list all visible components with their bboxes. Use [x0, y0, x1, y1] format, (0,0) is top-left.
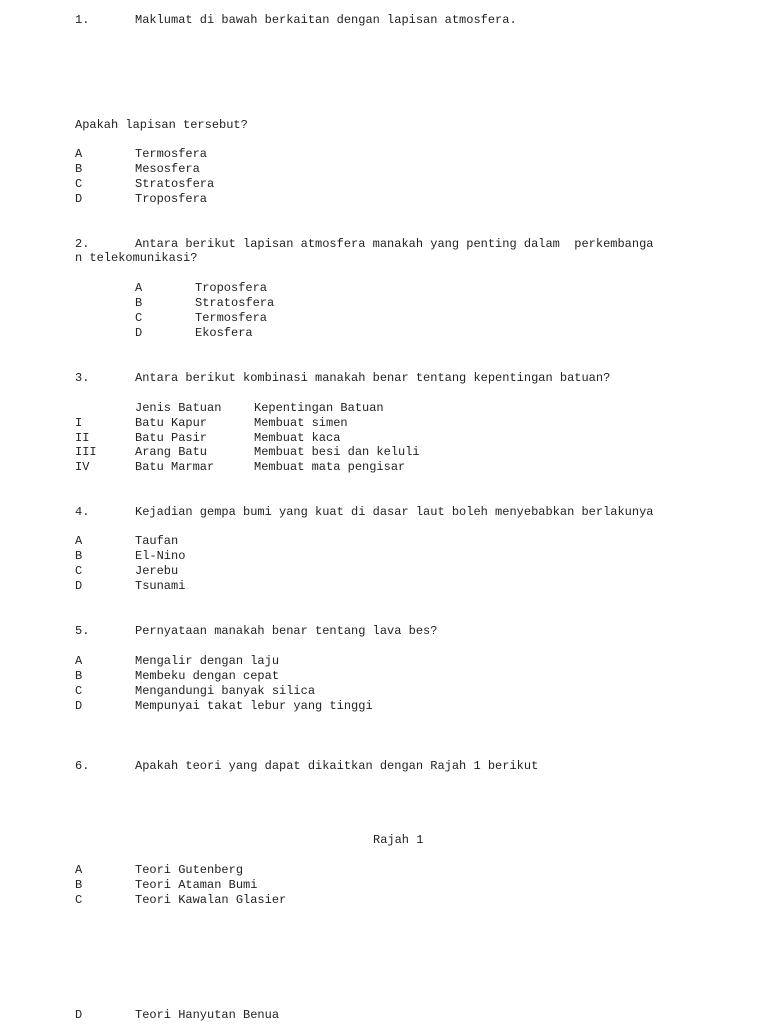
q4-option-d-letter: D — [75, 579, 83, 593]
q3-text: Antara berikut kombinasi manakah benar tentang kepentingan batuan? — [135, 371, 611, 385]
q1-option-d-letter: D — [75, 192, 83, 206]
q2-option-d-letter: D — [135, 326, 143, 340]
q2-option-b-text: Stratosfera — [195, 296, 275, 310]
q6-option-a-letter: A — [75, 863, 83, 877]
q3-row-rock: Arang Batu — [135, 445, 208, 459]
q6-text: Apakah teori yang dapat dikaitkan dengan Rajah 1 berikut — [135, 759, 539, 773]
q3-row-roman: III — [75, 445, 97, 459]
q1-option-c-text: Stratosfera — [135, 177, 215, 191]
q2-option-c-letter: C — [135, 311, 143, 325]
q5-option-b-letter: B — [75, 669, 83, 683]
q2-text-line2: n telekomunikasi? — [75, 251, 198, 265]
q5-option-a-text: Mengalir dengan laju — [135, 654, 280, 668]
q6-option-b-letter: B — [75, 878, 83, 892]
q5-number: 5. — [75, 624, 90, 638]
q1-option-c-letter: C — [75, 177, 83, 191]
q3-row-rock: Batu Kapur — [135, 416, 208, 430]
q4-option-a-text: Taufan — [135, 534, 179, 548]
q5-option-a-letter: A — [75, 654, 83, 668]
q1-option-d-text: Troposfera — [135, 192, 208, 206]
q3-row-roman: IV — [75, 460, 90, 474]
q4-number: 4. — [75, 505, 90, 519]
q3-row-use: Membuat besi dan keluli — [254, 445, 420, 459]
q4-option-b-text: El-Nino — [135, 549, 186, 563]
q4-option-d-text: Tsunami — [135, 579, 186, 593]
q3-header-use: Kepentingan Batuan — [254, 401, 384, 415]
q4-option-c-text: Jerebu — [135, 564, 179, 578]
q3-number: 3. — [75, 371, 90, 385]
q1-text: Maklumat di bawah berkaitan dengan lapisan atmosfera. — [135, 13, 517, 27]
q3-header-rock: Jenis Batuan — [135, 401, 222, 415]
q2-option-d-text: Ekosfera — [195, 326, 253, 340]
q6-option-b-text: Teori Ataman Bumi — [135, 878, 258, 892]
q4-option-c-letter: C — [75, 564, 83, 578]
q2-option-a-text: Troposfera — [195, 281, 268, 295]
q6-figure-caption: Rajah 1 — [373, 833, 424, 847]
q3-row-roman: II — [75, 431, 90, 445]
q2-option-b-letter: B — [135, 296, 143, 310]
q2-text-line1: Antara berikut lapisan atmosfera manakah yang penting dalam perkembanga — [135, 237, 654, 251]
q6-option-d-letter: D — [75, 1008, 83, 1022]
q5-option-d-letter: D — [75, 699, 83, 713]
q5-option-d-text: Mempunyai takat lebur yang tinggi — [135, 699, 373, 713]
q5-option-c-text: Mengandungi banyak silica — [135, 684, 316, 698]
q2-option-c-text: Termosfera — [195, 311, 268, 325]
q5-option-b-text: Membeku dengan cepat — [135, 669, 280, 683]
q2-number: 2. — [75, 237, 90, 251]
q6-number: 6. — [75, 759, 90, 773]
q1-option-b-text: Mesosfera — [135, 162, 200, 176]
q6-option-d-text: Teori Hanyutan Benua — [135, 1008, 280, 1022]
q3-row-rock: Batu Marmar — [135, 460, 215, 474]
q2-option-a-letter: A — [135, 281, 143, 295]
q1-question: Apakah lapisan tersebut? — [75, 118, 248, 132]
q1-number: 1. — [75, 13, 90, 27]
q4-option-b-letter: B — [75, 549, 83, 563]
q6-option-c-text: Teori Kawalan Glasier — [135, 893, 287, 907]
q3-row-roman: I — [75, 416, 83, 430]
q1-option-a-text: Termosfera — [135, 147, 208, 161]
q3-row-rock: Batu Pasir — [135, 431, 208, 445]
q6-option-c-letter: C — [75, 893, 83, 907]
q1-option-b-letter: B — [75, 162, 83, 176]
q4-text: Kejadian gempa bumi yang kuat di dasar laut boleh menyebabkan berlakunya — [135, 505, 654, 519]
q6-option-a-text: Teori Gutenberg — [135, 863, 244, 877]
q5-option-c-letter: C — [75, 684, 83, 698]
q3-row-use: Membuat simen — [254, 416, 348, 430]
q1-option-a-letter: A — [75, 147, 83, 161]
q3-row-use: Membuat kaca — [254, 431, 341, 445]
q4-option-a-letter: A — [75, 534, 83, 548]
q5-text: Pernyataan manakah benar tentang lava bes? — [135, 624, 438, 638]
q3-row-use: Membuat mata pengisar — [254, 460, 406, 474]
